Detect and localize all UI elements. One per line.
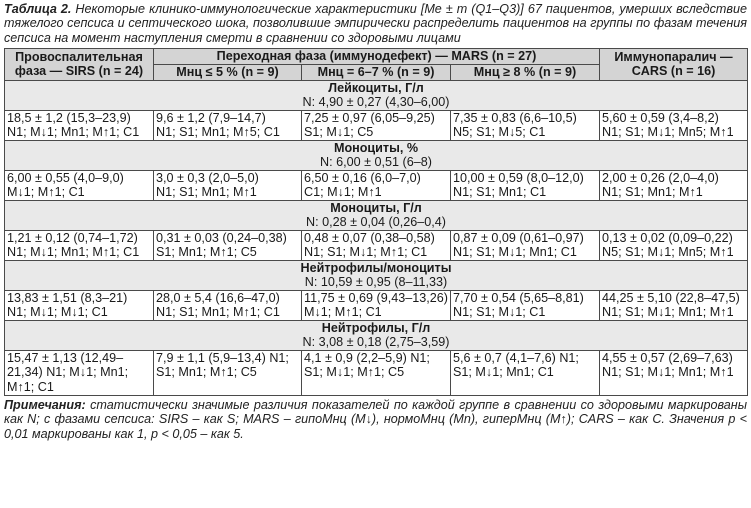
norm-value: N: 10,59 ± 0,95 (8–11,33): [304, 275, 448, 290]
cell-value: 7,25 ± 0,97 (6,05–9,25): [304, 110, 435, 125]
table-cell: [5, 290, 154, 320]
cell-value: 15,47 ± 1,13 (12,49–21,34) N1; M↓1; Mn1; M↑1; C1: [7, 350, 129, 394]
notes-text: статистически значимые различия показателей по каждой группе в сравнении со здоровыми маркированы как N; с фазами сепсиса: SIRS – как S; MARS – гипоМнц (M↓), нормоМнц (Mn), гиперМнц (M↑); CARS – как С. Значения p < 0,01 маркированы как 1, p < 0,05 – как 5.: [4, 397, 747, 441]
cell-markers: N1; S1; Mn1; M↑5; C1: [156, 125, 280, 140]
table-cell: [600, 170, 748, 200]
cell-markers: N5; S1; M↓1; Mn5; M↑1: [602, 245, 734, 260]
cell-value: 28,0 ± 5,4 (16,6–47,0): [156, 290, 280, 305]
section-title: Нейтрофилы, Г/л: [321, 320, 431, 335]
notes-label: Примечания:: [4, 397, 86, 412]
section-title: Нейтрофилы/моноциты: [300, 260, 452, 275]
cell-value: 10,00 ± 0,59 (8,0–12,0): [453, 170, 584, 185]
subcol-low-header: Мнц ≤ 5 % (n = 9): [154, 64, 302, 80]
table-cell: [5, 350, 154, 395]
table-cell: [451, 290, 600, 320]
col-mars-header: Переходная фаза (иммунодефект) — MARS (n = 27): [154, 48, 600, 64]
table-cell: [154, 350, 302, 395]
cell-value: 11,75 ± 0,69 (9,43–13,26) M↓1; M↑1; C1: [304, 290, 448, 320]
table-cell: [154, 230, 302, 260]
cell-value: 0,13 ± 0,02 (0,09–0,22): [602, 230, 733, 245]
table-cell: [451, 170, 600, 200]
cell-value: 0,31 ± 0,03 (0,24–0,38): [156, 230, 287, 245]
table-cell: [302, 110, 451, 140]
cell-value: 4,55 ± 0,57 (2,69–7,63) N1; S1; M↓1; Mn1; M↑1: [602, 350, 734, 380]
table-notes: [4, 398, 747, 442]
cell-markers: M↓1; M↑1; C1: [7, 185, 85, 200]
table-row: [5, 170, 748, 200]
cell-markers: S1; M↓1; C5: [304, 125, 374, 140]
cell-value: 7,70 ± 0,54 (5,65–8,81): [453, 290, 584, 305]
col-sirs-header: Провоспалительная фаза — SIRS (n = 24): [5, 48, 154, 80]
cell-markers: N5; S1; M↓5; C1: [453, 125, 546, 140]
cell-markers: N1; S1; M↓1; Mn1; C1: [453, 245, 577, 260]
section-title: Моноциты, Г/л: [330, 200, 422, 215]
table-cell: [451, 350, 600, 395]
cell-value: 7,9 ± 1,1 (5,9–13,4) N1; S1; Mn1; M↑1; C5: [156, 350, 289, 380]
table-cell: [600, 110, 748, 140]
norm-value: N: 4,90 ± 0,27 (4,30–6,00): [302, 95, 450, 110]
table-row: [5, 350, 748, 395]
table-cell: [302, 290, 451, 320]
data-table: [4, 48, 748, 396]
cell-markers: N1; S1; M↓1; M↑1; C1: [304, 245, 428, 260]
cell-value: 0,87 ± 0,09 (0,61–0,97): [453, 230, 584, 245]
cell-value: 6,50 ± 0,16 (6,0–7,0): [304, 170, 421, 185]
cell-markers: N1; S1; Mn1; M↑1: [156, 185, 257, 200]
cell-value: 6,00 ± 0,55 (4,0–9,0): [7, 170, 124, 185]
section-header-row: [5, 200, 748, 230]
col-cars-header: Иммунопаралич — CARS (n = 16): [600, 48, 748, 80]
cell-markers: N1; S1; Mn1; M↑1: [602, 185, 703, 200]
section-header-row: [5, 80, 748, 110]
table-cell: [451, 110, 600, 140]
cell-markers: N1; M↓1; Mn1; M↑1; C1: [7, 125, 140, 140]
section-header-row: [5, 320, 748, 350]
subcol-high-header: Мнц ≥ 8 % (n = 9): [451, 64, 600, 80]
norm-value: N: 0,28 ± 0,04 (0,26–0,4): [306, 215, 446, 230]
table-row: [5, 110, 748, 140]
table-cell: [154, 290, 302, 320]
table-cell: [600, 230, 748, 260]
cell-markers: S1; Mn1; M↑1; C5: [156, 245, 257, 260]
cell-markers: N1; M↓1; M↓1; C1: [7, 305, 108, 320]
table-cell: [302, 350, 451, 395]
cell-markers: C1; M↓1; M↑1: [304, 185, 382, 200]
caption-text: Некоторые клинико-иммунологические характеристики [Me ± m (Q1–Q3)] 67 пациентов, умерших вследствие тяжелого сепсиса и септического шока, позволившие эмпирически распределить пациентов на группы по фазам течения сепсиса на момент наступления смерти в сравнении со здоровыми лицами: [4, 2, 747, 45]
cell-markers: N1; S1; Mn1; M↑1; C1: [156, 305, 280, 320]
cell-value: 18,5 ± 1,2 (15,3–23,9): [7, 110, 131, 125]
cell-markers: N1; M↓1; Mn1; M↑1; C1: [7, 245, 140, 260]
table-row: [5, 290, 748, 320]
cell-markers: N1; S1; M↓1; Mn1; M↑1: [602, 305, 734, 320]
cell-value: 7,35 ± 0,83 (6,6–10,5): [453, 110, 577, 125]
table-cell: [5, 230, 154, 260]
cell-value: 44,25 ± 5,10 (22,8–47,5): [602, 290, 740, 305]
table-caption: [4, 2, 747, 45]
table-cell: [302, 230, 451, 260]
table-cell: [154, 170, 302, 200]
table-cell: [5, 170, 154, 200]
cell-value: 4,1 ± 0,9 (2,2–5,9) N1; S1; M↓1; M↑1; C5: [304, 350, 430, 380]
subcol-normal-header: Мнц = 6–7 % (n = 9): [302, 64, 451, 80]
table-cell: [451, 230, 600, 260]
norm-value: N: 6,00 ± 0,51 (6–8): [320, 155, 432, 170]
cell-value: 5,6 ± 0,7 (4,1–7,6) N1; S1; M↓1; Mn1; C1: [453, 350, 579, 380]
section-title: Лейкоциты, Г/л: [328, 80, 424, 95]
cell-value: 9,6 ± 1,2 (7,9–14,7): [156, 110, 266, 125]
cell-markers: N1; S1; Mn1; C1: [453, 185, 547, 200]
table-cell: [5, 110, 154, 140]
caption-label: Таблица 2.: [4, 2, 72, 16]
cell-value: 1,21 ± 0,12 (0,74–1,72): [7, 230, 138, 245]
norm-value: N: 3,08 ± 0,18 (2,75–3,59): [302, 335, 450, 350]
section-header-row: [5, 260, 748, 290]
cell-value: 13,83 ± 1,51 (8,3–21): [7, 290, 128, 305]
cell-value: 2,00 ± 0,26 (2,0–4,0): [602, 170, 719, 185]
cell-value: 0,48 ± 0,07 (0,38–0,58): [304, 230, 435, 245]
table-cell: [302, 170, 451, 200]
cell-markers: N1; S1; M↓1; C1: [453, 305, 546, 320]
section-header-row: [5, 140, 748, 170]
cell-markers: N1; S1; M↓1; Mn5; M↑1: [602, 125, 734, 140]
table-cell: [600, 290, 748, 320]
table-cell: [154, 110, 302, 140]
table-cell: [600, 350, 748, 395]
section-title: Моноциты, %: [333, 140, 419, 155]
cell-value: 3,0 ± 0,3 (2,0–5,0): [156, 170, 259, 185]
table-row: [5, 230, 748, 260]
cell-value: 5,60 ± 0,59 (3,4–8,2): [602, 110, 719, 125]
